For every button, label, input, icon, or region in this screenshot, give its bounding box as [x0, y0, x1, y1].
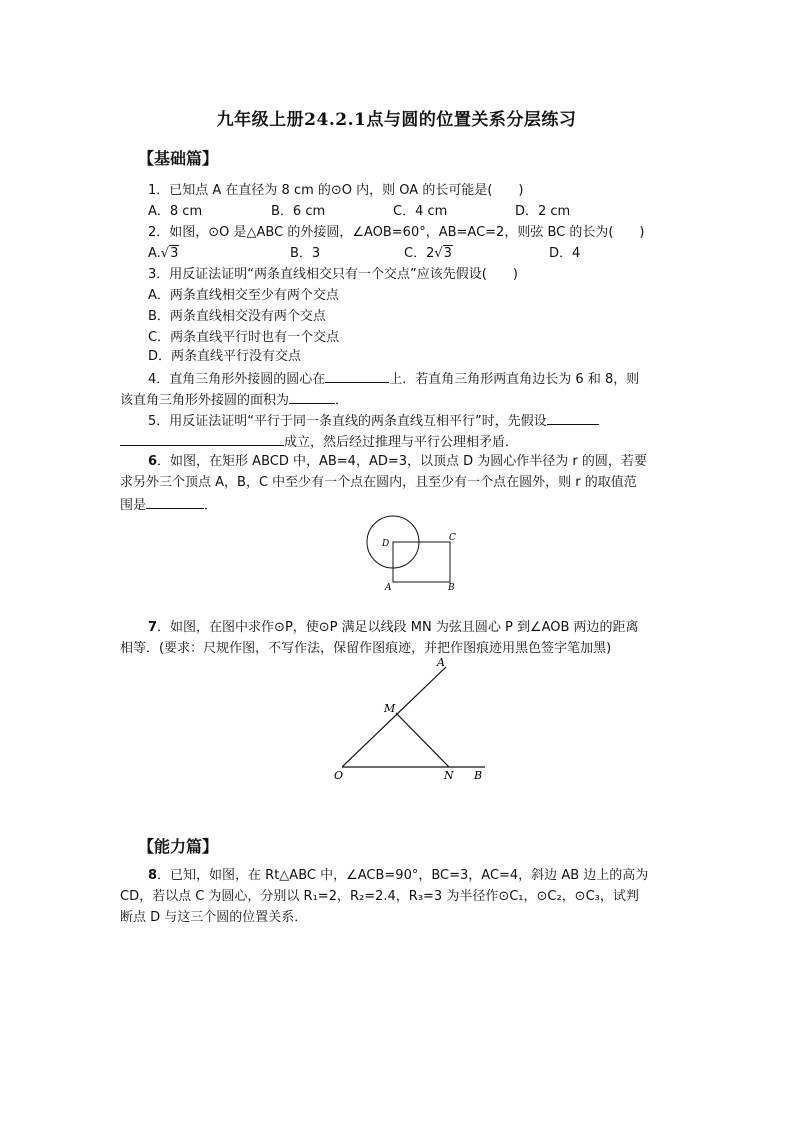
question-8-line-3: 断点 D 与这三个圆的位置关系． [120, 910, 308, 925]
q2-option-d: D．4 [549, 246, 581, 261]
q2-option-c-radicand: 3 [443, 246, 452, 261]
question-2-stem: 2．如图，⊙O 是△ABC 的外接圆，∠AOB=60°，AB=AC=2，则弦 BC 的长为( ) [148, 225, 645, 240]
q6-text-4: ． [204, 498, 218, 513]
page-title: 九年级上册24.2.1点与圆的位置关系分层练习 [216, 110, 577, 130]
answer-blank [146, 496, 204, 509]
question-7-line-1 [148, 620, 639, 636]
q6-text-1: ．如图，在矩形 ABCD 中，AB=4，AD=3，以顶点 D 为圆心作半径为 r 的圆，若要 [157, 454, 647, 469]
label-b: B [448, 583, 455, 593]
q3-option-a: A．两条直线相交至少有两个交点 [148, 288, 339, 303]
q1-option-c: C．4 cm [393, 204, 448, 219]
question-6-line-2: 求另外三个顶点 A，B，C 中至少有一个点在圆内，且至少有一个点在圆外，则 r 的取值范 [120, 475, 637, 490]
q8-text-1: ．已知，如图，在 Rt△ABC 中，∠ACB=90°，BC=3，AC=4，斜边 AB 边上的高为 [157, 868, 649, 883]
q2-option-a-radicand: 3 [170, 246, 179, 261]
q7-text-1: ．如图，在图中求作⊙P，使⊙P 满足以线段 MN 为弦且圆心 P 到∠AOB 两边的距离 [157, 620, 639, 635]
q3-option-c: C．两条直线平行时也有一个交点 [148, 330, 340, 345]
q6-text-3: 围是 [120, 498, 147, 513]
q4-text-2: 上．若直角三角形两直角边长为 6 和 8，则 [389, 372, 640, 387]
q1-option-a: A．8 cm [148, 204, 203, 219]
q6-rectangle-circle-figure [360, 512, 470, 594]
segment-mn [396, 713, 449, 767]
question-1-stem: 1．已知点 A 在直径为 8 cm 的⊙O 内，则 OA 的长可能是( ) [148, 183, 524, 198]
question-6-line-3 [120, 496, 217, 514]
question-4-line-1 [148, 370, 639, 388]
q3-option-d: D．两条直线平行没有交点 [148, 349, 302, 364]
question-5-line-1 [148, 412, 599, 430]
question-7-line-2: 相等．(要求：尺规作图，不写作法，保留作图痕迹，并把作图痕迹用黑色签字笔加黑) [120, 641, 612, 656]
label-b: B [474, 769, 483, 782]
question-4-line-2 [120, 391, 348, 409]
question-8-line-2: CD，若以点 C 为圆心，分别以 R₁=2，R₂=2.4，R₃=3 为半径作⊙C₁，⊙C₂，⊙C₃，试判 [120, 889, 639, 904]
question-3-stem: 3．用反证法证明“两条直线相交只有一个交点”应该先假设( ) [148, 267, 518, 282]
q4-text-1: 4．直角三角形外接圆的圆心在 [148, 372, 326, 387]
q2-option-a-prefix: A. [148, 246, 161, 261]
label-a: A [437, 656, 445, 669]
label-d: D [382, 539, 390, 549]
q3-option-b: B．两条直线相交没有两个交点 [148, 309, 326, 324]
q6-number: 6 [148, 454, 158, 469]
q8-number: 8 [148, 868, 158, 883]
answer-blank [289, 391, 335, 404]
q2-option-b: B．3 [290, 246, 321, 261]
q4-text-3: 该直角三角形外接圆的面积为 [120, 393, 290, 408]
ray-oa [342, 667, 446, 767]
question-6-line-1 [148, 454, 647, 470]
question-5-line-2 [120, 433, 518, 451]
label-a: A [385, 583, 392, 593]
section-heading-ability: 【能力篇】 [138, 837, 219, 856]
q2-option-c [404, 246, 453, 262]
rectangle-abcd [393, 542, 450, 582]
answer-blank [325, 370, 389, 383]
q7-angle-aob-figure [330, 655, 495, 785]
q1-option-b: B．6 cm [271, 204, 326, 219]
q7-number: 7 [148, 620, 158, 635]
answer-blank [547, 412, 599, 425]
square-root-sign: √3 [434, 246, 452, 261]
q4-text-4: ． [335, 393, 349, 408]
label-o: O [334, 769, 344, 782]
answer-blank [120, 433, 284, 446]
label-c: C [449, 533, 456, 543]
q5-text-2: 成立，然后经过推理与平行公理相矛盾． [284, 435, 519, 450]
question-8-line-1 [148, 868, 648, 884]
label-n: N [444, 769, 454, 782]
label-m: M [384, 702, 396, 715]
q2-option-a [148, 246, 179, 262]
q5-text-1: 5．用反证法证明“平行于同一条直线的两条直线互相平行”时，先假设 [148, 414, 547, 429]
section-heading-basic: 【基础篇】 [138, 149, 219, 168]
q1-option-d: D．2 cm [515, 204, 571, 219]
square-root-sign: √3 [160, 246, 179, 261]
q2-option-c-prefix: C．2 [404, 246, 435, 261]
